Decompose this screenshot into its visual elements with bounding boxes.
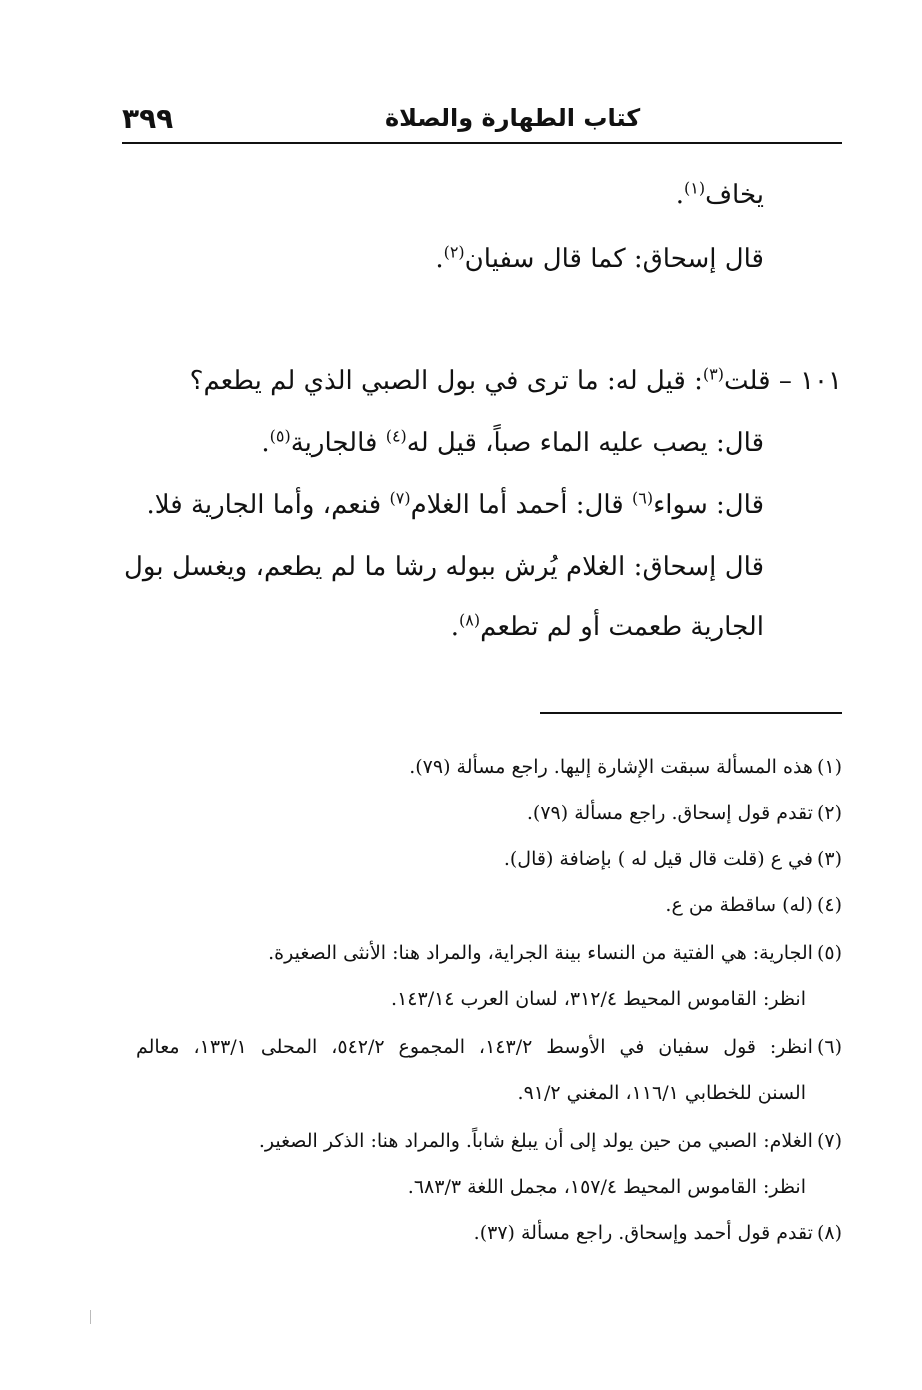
footnote-ref-7[interactable]: (٧) xyxy=(389,488,411,508)
text-line-7 xyxy=(451,612,764,643)
text-segment: قال: أحمد أما الغلام xyxy=(410,490,632,520)
footnote-5-continuation: انظر: القاموس المحيط ٣١٢/٤، لسان العرب ١٤٣/١٤. xyxy=(391,988,806,1010)
footnote-mark: (٦) xyxy=(816,1036,843,1058)
entry-number: ١٠١ – xyxy=(778,366,842,396)
text-segment: الجارية طعمت أو لم تطعم xyxy=(480,612,764,642)
text-segment: قلت xyxy=(723,366,771,396)
footnote-mark: (٥) xyxy=(816,942,842,964)
footnote-2 xyxy=(527,802,842,825)
footnote-ref-2[interactable]: (٢) xyxy=(443,242,465,262)
footnote-1 xyxy=(409,756,842,779)
footnote-ref-5[interactable]: (٥) xyxy=(269,426,291,446)
scan-artifact xyxy=(90,1310,91,1324)
footnote-7 xyxy=(259,1130,842,1153)
footnote-text: تقدم قول إسحاق. راجع مسألة (٧٩). xyxy=(526,802,813,824)
footnote-ref-3[interactable]: (٣) xyxy=(702,364,724,384)
page-number: ٣٩٩ xyxy=(122,102,174,135)
text-segment: : قيل له: ما ترى في بول الصبي الذي لم يطعم؟ xyxy=(189,366,703,396)
footnote-7-continuation: انظر: القاموس المحيط ١٥٧/٤، مجمل اللغة ٦٨٣/٣. xyxy=(407,1176,806,1198)
text-segment: فالجارية xyxy=(290,428,386,458)
footnote-text: (له) ساقطة من ع. xyxy=(665,894,813,916)
running-title: كتاب الطهارة والصلاة xyxy=(385,104,641,132)
text-line-2 xyxy=(435,244,764,275)
footnote-mark: (٤) xyxy=(816,894,842,916)
text-segment: قال إسحاق: كما قال سفيان xyxy=(464,244,764,274)
text-segment: . xyxy=(261,428,270,458)
text-line-6: قال إسحاق: الغلام يُرش ببوله رشا ما لم يطعم، ويغسل بول xyxy=(124,552,764,582)
footnote-text: تقدم قول أحمد وإسحاق. راجع مسألة (٣٧). xyxy=(473,1222,813,1244)
footnote-ref-6[interactable]: (٦) xyxy=(631,488,654,508)
text-segment: . xyxy=(450,612,460,642)
page-header xyxy=(122,98,842,144)
footnote-mark: (٧) xyxy=(816,1130,842,1152)
footnote-mark: (٣) xyxy=(816,848,842,870)
footnote-mark: (٨) xyxy=(816,1222,842,1244)
footnote-text: الغلام: الصبي من حين يولد إلى أن يبلغ شاباً. والمراد هنا: الذكر الصغير. xyxy=(258,1130,813,1152)
footnote-mark: (٢) xyxy=(816,802,842,824)
footnote-ref-1[interactable]: (١) xyxy=(684,178,706,198)
footnote-ref-8[interactable]: (٨) xyxy=(459,610,481,630)
text-line-1 xyxy=(676,180,764,211)
text-segment: قال: سواء xyxy=(653,490,764,520)
footnote-4 xyxy=(665,894,842,917)
footnote-text: انظر: قول سفيان في الأوسط ١٤٣/٢، المجموع ٥٤٢/٢، المحلى ١٣٣/١، معالم xyxy=(136,1036,813,1058)
footnote-text: في ع (قلت قال قيل له ) بإضافة (قال). xyxy=(503,848,813,870)
entry-line xyxy=(190,366,842,397)
footnote-text: الجارية: هي الفتية من النساء بينة الجراية، والمراد هنا: الأنثى الصغيرة. xyxy=(268,942,813,964)
footnote-8 xyxy=(474,1222,842,1245)
footnote-ref-4[interactable]: (٤) xyxy=(385,426,407,446)
footnote-3 xyxy=(504,848,842,871)
text-line-5 xyxy=(146,490,764,521)
footnote-separator xyxy=(540,712,842,714)
footnote-text: هذه المسألة سبقت الإشارة إليها. راجع مسألة (٧٩). xyxy=(409,756,813,778)
footnote-mark: (١) xyxy=(816,756,842,778)
text-segment: فنعم، وأما الجارية فلا. xyxy=(146,490,390,520)
footnote-6-continuation: السنن للخطابي ١١٦/١، المغني ٩١/٢. xyxy=(517,1082,806,1104)
text-segment: . xyxy=(435,244,444,274)
text-segment: قال: يصب عليه الماء صباً، قيل له xyxy=(406,428,764,458)
text-segment: يخاف xyxy=(705,180,764,210)
text-segment: . xyxy=(675,180,684,210)
footnote-5 xyxy=(268,942,842,965)
text-line-4 xyxy=(261,428,764,459)
footnote-6 xyxy=(136,1036,842,1059)
